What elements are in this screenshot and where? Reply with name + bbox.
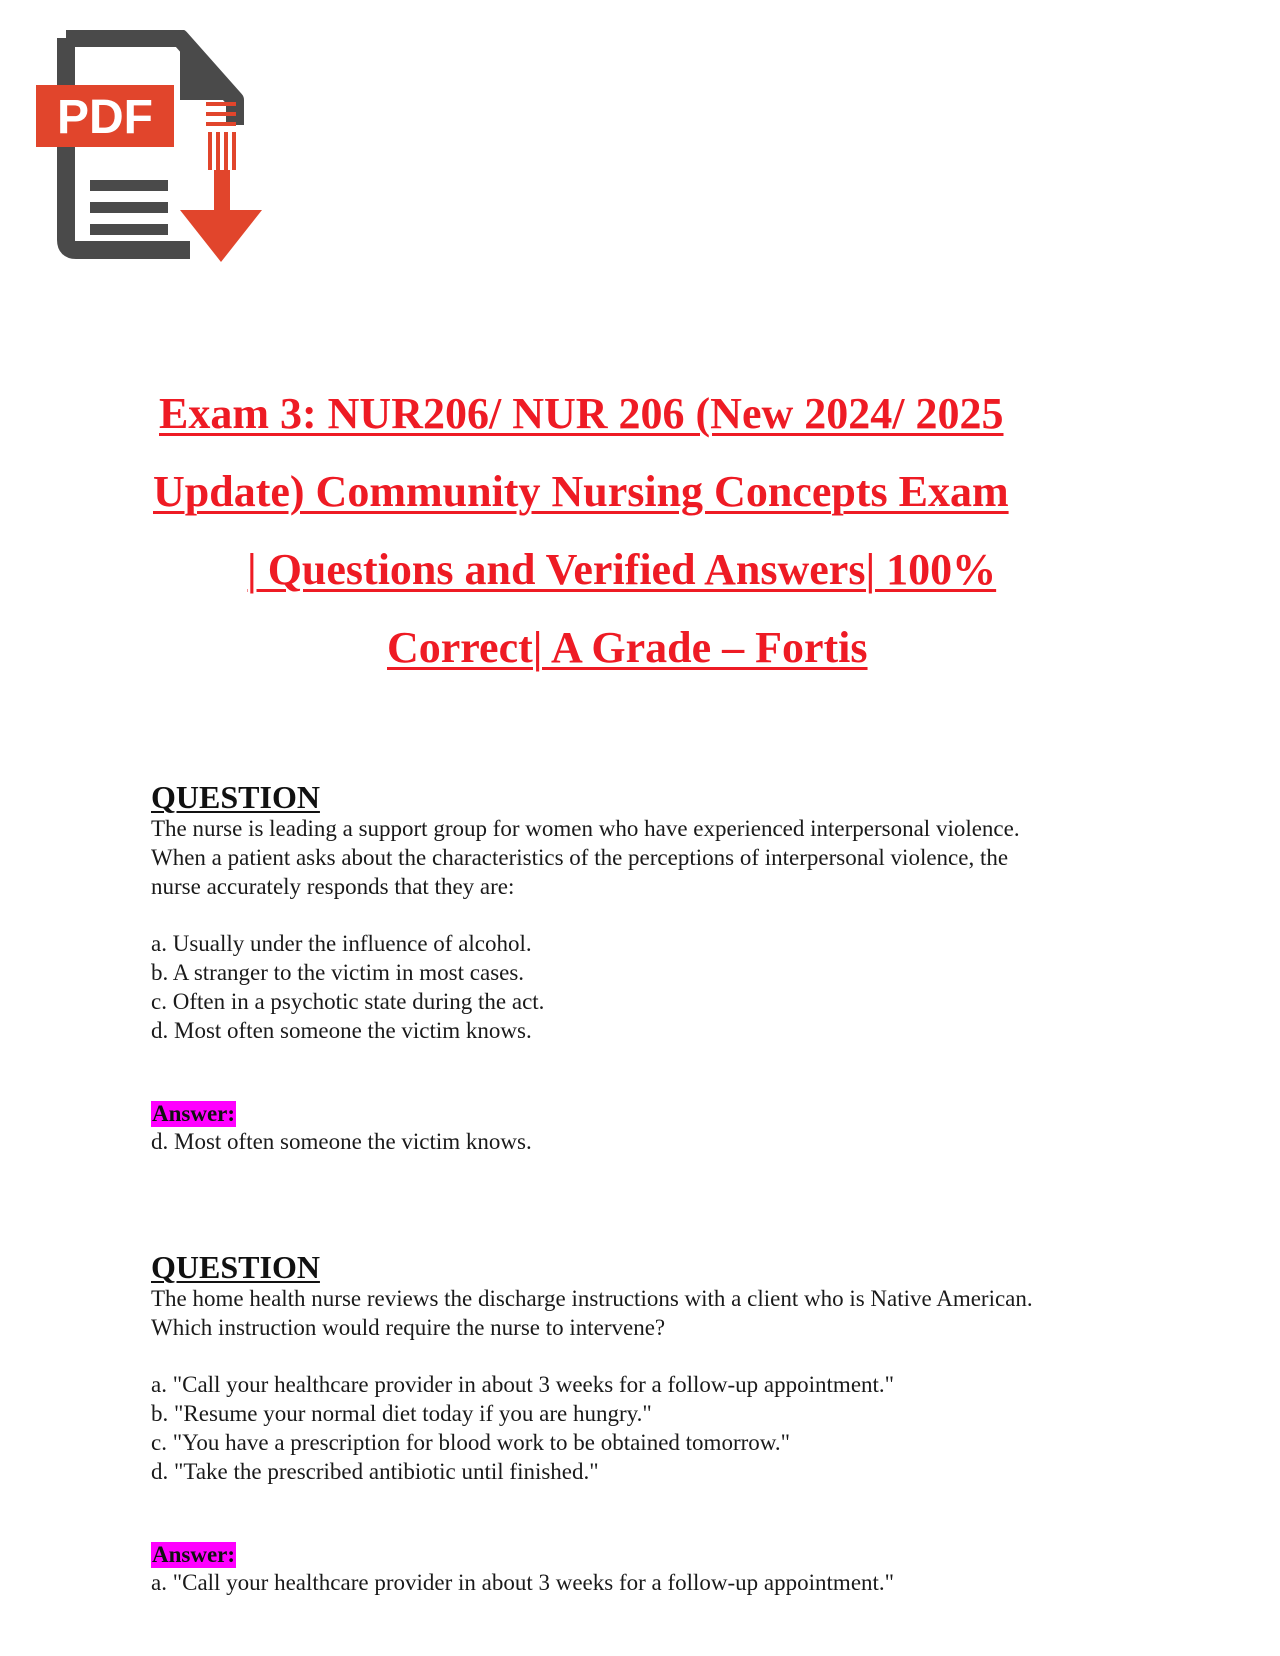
question-text: The home health nurse reviews the discharge instructions with a client who is Native American. Which instruction would require the nurse to intervene? xyxy=(151,1286,1033,1340)
option-a: a. Usually under the influence of alcohol. xyxy=(151,931,532,956)
title-line-1: Exam 3: NUR206/ NUR 206 (New 2024/ 2025 xyxy=(159,389,1004,438)
option-d: d. "Take the prescribed antibiotic until finished." xyxy=(151,1459,599,1484)
answer-options xyxy=(151,1370,1151,1486)
option-a: a. "Call your healthcare provider in about 3 weeks for a follow-up appointment." xyxy=(151,1372,895,1397)
title-line-2: Update) Community Nursing Concepts Exam xyxy=(153,467,1009,516)
pdf-logo-label: PDF xyxy=(57,91,153,144)
question-block-1 xyxy=(151,780,1151,1156)
question-block-2 xyxy=(151,1250,1151,1597)
question-text: The nurse is leading a support group for women who have experienced interpersonal violence. When a patient asks about the characteristics of the perceptions of interpersonal violence, the nurse accurately responds that they are: xyxy=(151,816,1020,899)
answer-text: d. Most often someone the victim knows. xyxy=(151,1129,532,1154)
pdf-download-icon xyxy=(30,30,280,280)
title-line-4: Correct| A Grade – Fortis xyxy=(387,623,868,672)
answer-options xyxy=(151,929,1151,1045)
option-d: d. Most often someone the victim knows. xyxy=(151,1018,532,1043)
question-heading: QUESTION xyxy=(151,1249,320,1285)
option-b: b. A stranger to the victim in most cases. xyxy=(151,960,525,985)
option-b: b. "Resume your normal diet today if you are hungry." xyxy=(151,1401,652,1426)
option-c: c. Often in a psychotic state during the act. xyxy=(151,989,545,1014)
answer-text: a. "Call your healthcare provider in about 3 weeks for a follow-up appointment." xyxy=(151,1570,895,1595)
title-line-3: | Questions and Verified Answers| 100% xyxy=(247,545,997,594)
option-c: c. "You have a prescription for blood work to be obtained tomorrow." xyxy=(151,1430,791,1455)
question-heading: QUESTION xyxy=(151,779,320,815)
answer-label: Answer: xyxy=(152,1101,236,1126)
answer-label: Answer: xyxy=(152,1542,236,1567)
